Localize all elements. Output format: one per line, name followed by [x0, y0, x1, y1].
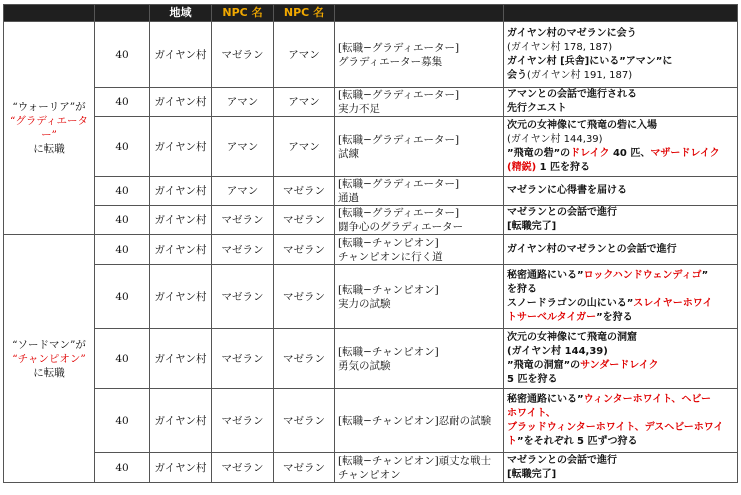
description-line: [507, 88, 734, 102]
description-segment: アマンとの会話で進行される: [507, 89, 637, 100]
region-cell: ガイヤン村: [150, 206, 212, 235]
quest-name-cell: [335, 206, 504, 235]
description-line: [507, 297, 734, 311]
description-segment: ドレイク: [570, 147, 610, 159]
description-segment: 秘密通路にいる”: [507, 393, 584, 405]
description-line: [507, 421, 734, 435]
description-cell: [504, 235, 738, 265]
table-row: [4, 235, 738, 265]
quest-name-line: チャンピオンに行く道: [338, 250, 443, 263]
table-row: [4, 265, 738, 329]
description-line: [507, 331, 734, 345]
quest-name-line: 試練: [338, 147, 359, 160]
job-change-text: “グラディエーター”: [9, 115, 89, 141]
quest-name-cell: [335, 329, 504, 389]
description-line: [507, 184, 734, 198]
quest-name-line: グラディエーター募集: [338, 55, 443, 68]
quest-name-line: チャンピオン: [338, 468, 401, 481]
description-segment: 5 匹を狩る: [507, 373, 558, 385]
quest-name-line: [転職−グラディエーター]: [338, 178, 460, 190]
description-segment: [転職完了]: [507, 221, 557, 232]
description-segment: ロックハンドウェンディゴ: [583, 269, 702, 281]
description-cell: [504, 453, 738, 483]
description-cell: [504, 389, 738, 453]
description-line: [507, 55, 734, 69]
description-segment: ト: [507, 435, 517, 447]
description-line: [507, 133, 734, 147]
npc-start-cell: マゼラン: [212, 329, 274, 389]
quest-table: [3, 4, 738, 483]
npc-start-cell: マゼラン: [212, 206, 274, 235]
description-line: [507, 147, 734, 161]
quest-name-cell: [335, 389, 504, 453]
quest-name-line: 実力の試験: [338, 297, 391, 310]
description-segment: 会う: [507, 69, 527, 81]
quest-name-cell: [335, 88, 504, 117]
level-cell: 40: [95, 88, 150, 117]
quest-name-cell: [335, 22, 504, 88]
description-cell: [504, 265, 738, 329]
quest-name-line: 闘争心のグラディエーター: [338, 221, 464, 233]
description-segment: (ガイヤン村 144,39): [507, 133, 603, 145]
description-line: [507, 269, 734, 283]
level-cell: 40: [95, 329, 150, 389]
description-segment: ガイヤン村 [兵舎]にいる”アマン”に: [507, 55, 673, 67]
description-line: [507, 206, 734, 220]
npc-start-cell: マゼラン: [212, 235, 274, 265]
region-cell: ガイヤン村: [150, 453, 212, 483]
header-blank-1: [4, 5, 95, 22]
quest-name-cell: [335, 265, 504, 329]
npc-end-cell: マゼラン: [274, 265, 335, 329]
npc-end-cell: アマン: [274, 22, 335, 88]
description-cell: [504, 117, 738, 177]
quest-name-cell: [335, 177, 504, 206]
description-segment: 40 匹、: [609, 147, 651, 159]
header-npc-end: NPC 名: [274, 5, 335, 22]
job-change-text: “ウォーリア”が: [12, 101, 86, 113]
description-segment: ブラッドウィンターホワイト、デスヘビーホワイ: [507, 421, 724, 433]
description-line: [507, 283, 734, 297]
description-line: [507, 468, 734, 482]
description-line: [507, 393, 734, 407]
description-line: [507, 345, 734, 359]
npc-start-cell: マゼラン: [212, 453, 274, 483]
quest-name-cell: [335, 117, 504, 177]
table-row: [4, 329, 738, 389]
quest-name-line: [転職−グラディエーター]: [338, 207, 460, 219]
quest-name-line: 勇気の試験: [338, 359, 391, 372]
description-segment: 先行クエスト: [507, 103, 567, 114]
job-change-text: “ソードマン”が: [12, 338, 86, 351]
description-segment: スノードラゴンの山にいる”: [507, 297, 634, 309]
level-cell: 40: [95, 389, 150, 453]
description-line: [507, 69, 734, 83]
level-cell: 40: [95, 177, 150, 206]
description-segment: スレイヤーホワイ: [633, 297, 713, 309]
description-segment: ”飛竜の洞窟”の: [507, 359, 581, 371]
region-cell: ガイヤン村: [150, 265, 212, 329]
description-segment: を狩る: [507, 283, 537, 295]
npc-start-cell: マゼラン: [212, 265, 274, 329]
region-cell: ガイヤン村: [150, 177, 212, 206]
description-segment: [転職完了]: [507, 468, 557, 480]
description-line: [507, 161, 734, 175]
table-row: [4, 389, 738, 453]
quest-name-line: 実力不足: [338, 103, 380, 115]
description-cell: [504, 206, 738, 235]
npc-end-cell: マゼラン: [274, 235, 335, 265]
description-line: [507, 220, 734, 234]
npc-end-cell: アマン: [274, 117, 335, 177]
quest-name-line: [転職−チャンピオン]: [338, 283, 439, 296]
quest-name-line: [転職−チャンピオン]: [338, 345, 439, 358]
description-line: [507, 243, 734, 257]
npc-end-cell: マゼラン: [274, 206, 335, 235]
description-segment: 秘密通路にいる”: [507, 269, 584, 281]
description-segment: マザードレイク: [650, 147, 720, 159]
header-blank-2: [95, 5, 150, 22]
job-change-text: に転職: [33, 366, 65, 379]
table-row: [4, 206, 738, 235]
region-cell: ガイヤン村: [150, 117, 212, 177]
job-change-text: に転職: [33, 143, 65, 155]
description-line: [507, 373, 734, 387]
job-change-cell: [4, 22, 95, 235]
job-change-text: “チャンピオン”: [12, 352, 86, 365]
description-segment: ホワイト、: [507, 407, 556, 419]
header-row: [4, 5, 738, 22]
description-segment: (精鋭): [507, 161, 537, 173]
description-segment: サンダードレイク: [580, 359, 659, 371]
region-cell: ガイヤン村: [150, 389, 212, 453]
description-segment: (ガイヤン村 178, 187): [507, 41, 613, 53]
level-cell: 40: [95, 265, 150, 329]
description-line: [507, 435, 734, 449]
npc-end-cell: マゼラン: [274, 453, 335, 483]
quest-table-body: [4, 22, 738, 483]
quest-name-line: [転職−チャンピオン]忍耐の試験: [338, 414, 492, 427]
description-line: [507, 359, 734, 373]
description-segment: ”: [701, 269, 709, 281]
description-segment: トサーベルタイガー: [507, 311, 597, 323]
region-cell: ガイヤン村: [150, 329, 212, 389]
quest-name-cell: [335, 453, 504, 483]
description-line: [507, 102, 734, 116]
description-line: [507, 454, 734, 468]
description-line: [507, 407, 734, 421]
region-cell: ガイヤン村: [150, 22, 212, 88]
npc-start-cell: マゼラン: [212, 389, 274, 453]
description-segment: マゼランとの会話で進行: [507, 454, 617, 466]
description-segment: 1 匹を狩る: [536, 161, 591, 173]
description-line: [507, 41, 734, 55]
description-cell: [504, 177, 738, 206]
header-npc-start: NPC 名: [212, 5, 274, 22]
npc-end-cell: マゼラン: [274, 177, 335, 206]
table-row: [4, 117, 738, 177]
description-segment: ウィンターホワイト、ヘビー: [583, 393, 711, 405]
job-change-cell: [4, 235, 95, 483]
region-cell: ガイヤン村: [150, 235, 212, 265]
description-cell: [504, 88, 738, 117]
description-segment: ガイヤン村のマゼランとの会話で進行: [507, 243, 677, 255]
description-cell: [504, 22, 738, 88]
npc-start-cell: アマン: [212, 117, 274, 177]
region-cell: ガイヤン村: [150, 88, 212, 117]
header-blank-7: [504, 5, 738, 22]
npc-start-cell: アマン: [212, 88, 274, 117]
quest-name-line: 通過: [338, 192, 359, 204]
description-segment: 次元の女神像にて飛竜の砦に入場: [507, 119, 657, 131]
npc-start-cell: アマン: [212, 177, 274, 206]
description-segment: ”をそれぞれ 5 匹ずつ狩る: [517, 435, 638, 447]
npc-end-cell: マゼラン: [274, 329, 335, 389]
table-row: [4, 177, 738, 206]
description-segment: ”を狩る: [596, 311, 633, 323]
description-segment: (ガイヤン村 144,39): [507, 345, 608, 357]
description-segment: マゼランとの会話で進行: [507, 207, 617, 218]
quest-name-line: [転職−チャンピオン]頑丈な戦士: [338, 454, 492, 467]
description-segment: ガイヤン村のマゼランに会う: [507, 27, 637, 39]
description-segment: ”飛竜の砦”の: [507, 147, 571, 159]
description-segment: マゼランに心得書を届ける: [507, 185, 627, 196]
table-row: [4, 88, 738, 117]
npc-start-cell: マゼラン: [212, 22, 274, 88]
quest-name-line: [転職−グラディエーター]: [338, 133, 460, 146]
description-segment: 次元の女神像にて飛竜の洞窟: [507, 331, 637, 343]
level-cell: 40: [95, 117, 150, 177]
description-line: [507, 311, 734, 325]
description-line: [507, 27, 734, 41]
level-cell: 40: [95, 22, 150, 88]
table-row: [4, 453, 738, 483]
level-cell: 40: [95, 206, 150, 235]
quest-name-line: [転職−チャンピオン]: [338, 236, 439, 249]
npc-end-cell: マゼラン: [274, 389, 335, 453]
quest-name-line: [転職−グラディエーター]: [338, 41, 460, 54]
npc-end-cell: アマン: [274, 88, 335, 117]
header-region: 地域: [150, 5, 212, 22]
level-cell: 40: [95, 453, 150, 483]
quest-name-line: [転職−グラディエーター]: [338, 89, 460, 101]
description-cell: [504, 329, 738, 389]
description-segment: (ガイヤン村 191, 187): [527, 69, 633, 81]
level-cell: 40: [95, 235, 150, 265]
header-blank-6: [335, 5, 504, 22]
description-line: [507, 119, 734, 133]
table-row: [4, 22, 738, 88]
quest-name-cell: [335, 235, 504, 265]
